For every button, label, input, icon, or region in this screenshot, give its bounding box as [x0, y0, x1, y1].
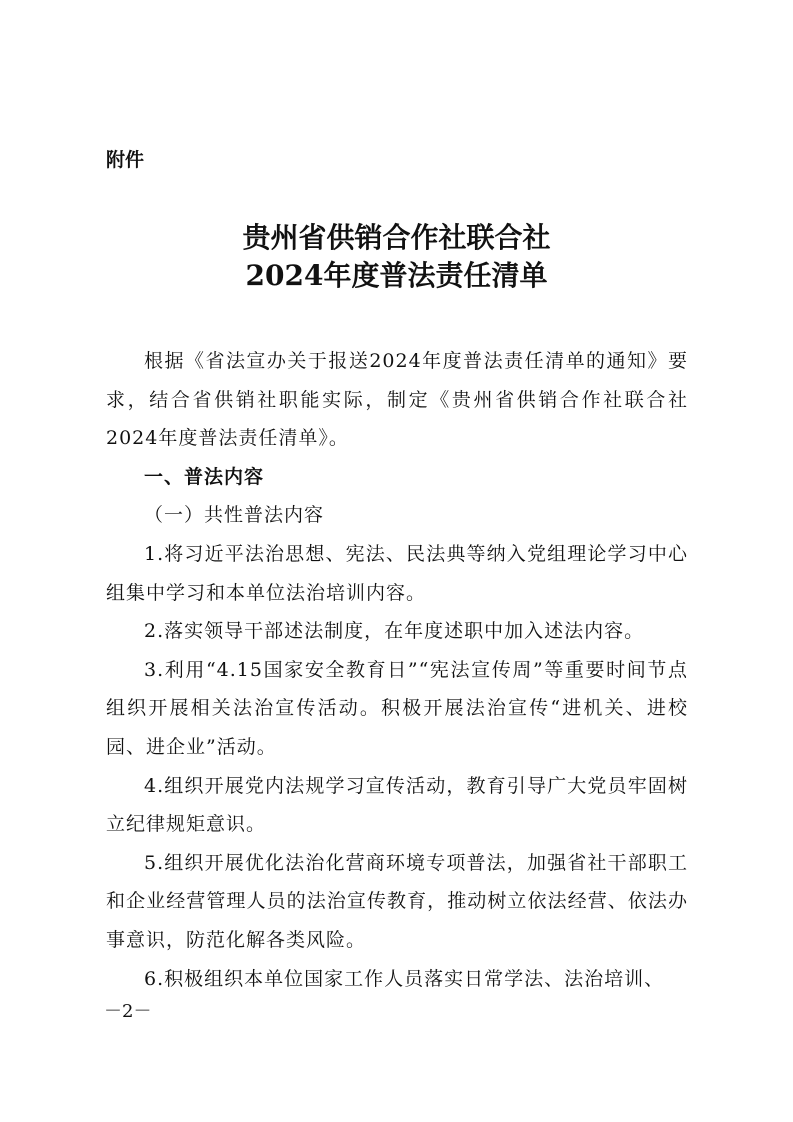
- subsection-heading: （一）共性普法内容: [144, 504, 325, 527]
- document-title-line-2: 2024年度普法责任清单: [245, 259, 548, 292]
- document-body: [106, 342, 688, 998]
- attachment-label: 附件: [106, 149, 145, 171]
- list-item: 5.组织开展优化法治化营商环境专项普法，加强省社干部职工和企业经营管理人员的法治宣传教育，推动树立依法经营、依法办事意识，防范化解各类风险。: [106, 851, 688, 951]
- section-heading: 一、普法内容: [144, 465, 265, 488]
- list-item: 1.将习近平法治思想、宪法、民法典等纳入党组理论学习中心组集中学习和本单位法治培训内容。: [106, 542, 688, 604]
- list-item: 2.落实领导干部述法制度，在年度述职中加入述法内容。: [144, 620, 645, 643]
- intro-paragraph: 根据《省法宣办关于报送2024年度普法责任清单的通知》要求，结合省供销社职能实际，制定《贵州省供销合作社联合社2024年度普法责任清单》。: [106, 350, 688, 450]
- document-title-line-1: 贵州省供销合作社联合社: [242, 221, 551, 254]
- list-item: 6.积极组织本单位国家工作人员落实日常学法、法治培训、: [144, 967, 665, 990]
- list-item: 3.利用“4.15国家安全教育日”“宪法宣传周”等重要时间节点组织开展相关法治宣传活动。积极开展法治宣传“进机关、进校园、进企业”活动。: [106, 658, 688, 758]
- list-item: 4.组织开展党内法规学习宣传活动，教育引导广大党员牢固树立纪律规矩意识。: [106, 774, 688, 836]
- page-number: －2－: [104, 1001, 152, 1022]
